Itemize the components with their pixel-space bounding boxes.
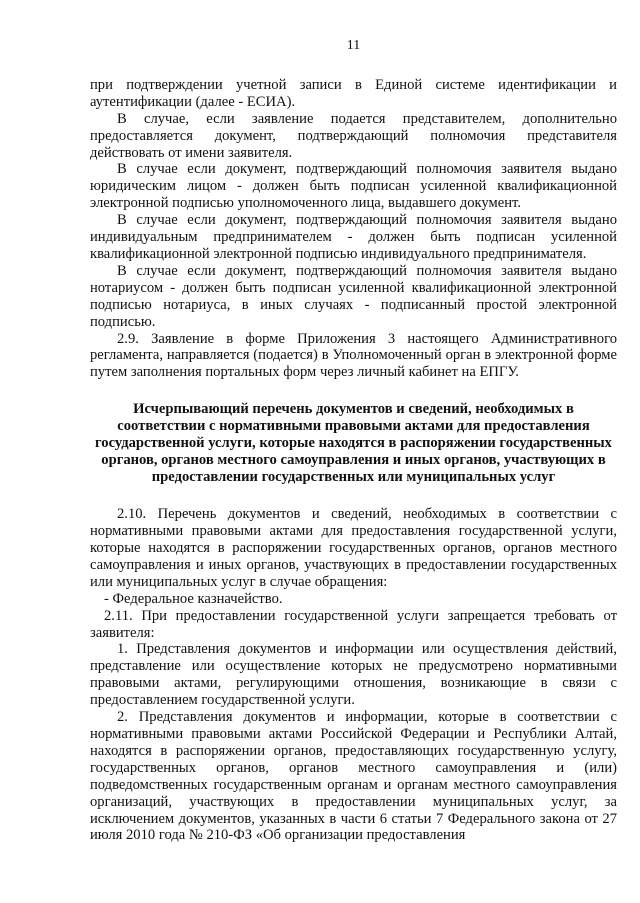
paragraph-item-2: 2. Представления документов и информации, которые в соответствии с нормативными правовыми актами Российской Федерации и Республики Алтай, находятся в распоряжении органов, предоставляющих государственную услугу, государственных органов, органов местного самоуправления и (или) подведомственных государственным органам и органам местного самоуправления организаций, участвующих в предоставлении муниципальных услуг, за исключением документов, указанных в части 6 статьи 7 Федерального закона от 27 июля 2010 года № 210-ФЗ «Об организации предоставления bbox=[90, 709, 617, 844]
paragraph-treasury: - Федеральное казначейство. bbox=[104, 590, 283, 607]
paragraph-notary: В случае если документ, подтверждающий полномочия заявителя выдано нотариусом - должен быть подписан усиленной квалификационной электронной подписью нотариуса, в иных случаях - подписанный простой электронной подписью. bbox=[90, 262, 617, 330]
section-heading: Исчерпывающий перечень документов и сведений, необходимых в соответствии с нормативными правовыми актами для предоставления государственной услуги, которые находятся в распоряжении государственных органов, органов местного самоуправления и иных органов, участвующих в предоставлении государственных или муниципальных услуг bbox=[95, 401, 612, 486]
paragraph-2-10: 2.10. Перечень документов и сведений, необходимых в соответствии с нормативными правовыми актами для предоставления государственной услуги, которые находятся в распоряжении государственных органов, органов местного самоуправления и иных органов, участвующих в предоставлении государственных или муниципальных услуг в случае обращения: bbox=[90, 506, 617, 590]
paragraph-entrepreneur: В случае если документ, подтверждающий полномочия заявителя выдано индивидуальным предпринимателем - должен быть подписан усиленной квалификационной электронной подписью индивидуального предпринимателя. bbox=[90, 212, 617, 262]
paragraph-2-11: 2.11. При предоставлении государственной услуги запрещается требовать от заявителя: bbox=[90, 607, 617, 641]
paragraph-representative: В случае, если заявление подается представителем, дополнительно предоставляется документ, подтверждающий полномочия представителя действовать от имени заявителя. bbox=[90, 110, 617, 161]
paragraph-item-1: 1. Представления документов и информации или осуществления действий, представление или осуществление которых не предусмотрено нормативными правовыми актами, регулирующими отношения, возникающие в связи с предоставлением государственной услуги. bbox=[90, 641, 617, 709]
page-number: 11 bbox=[346, 38, 361, 53]
paragraph-esia: при подтверждении учетной записи в Единой системе идентификации и аутентификации (далее - ЕСИА). bbox=[90, 76, 617, 110]
paragraph-2-9: 2.9. Заявление в форме Приложения 3 настоящего Административного регламента, направляется (подается) в Уполномоченный орган в электронной форме путем заполнения портальных форм через личный кабинет на ЕПГУ. bbox=[90, 330, 617, 381]
paragraph-legal-entity: В случае если документ, подтверждающий полномочия заявителя выдано юридическим лицом - должен быть подписан усиленной квалификационной электронной подписью уполномоченного лица, выдавшего документ. bbox=[90, 161, 617, 212]
document-page bbox=[90, 38, 617, 844]
